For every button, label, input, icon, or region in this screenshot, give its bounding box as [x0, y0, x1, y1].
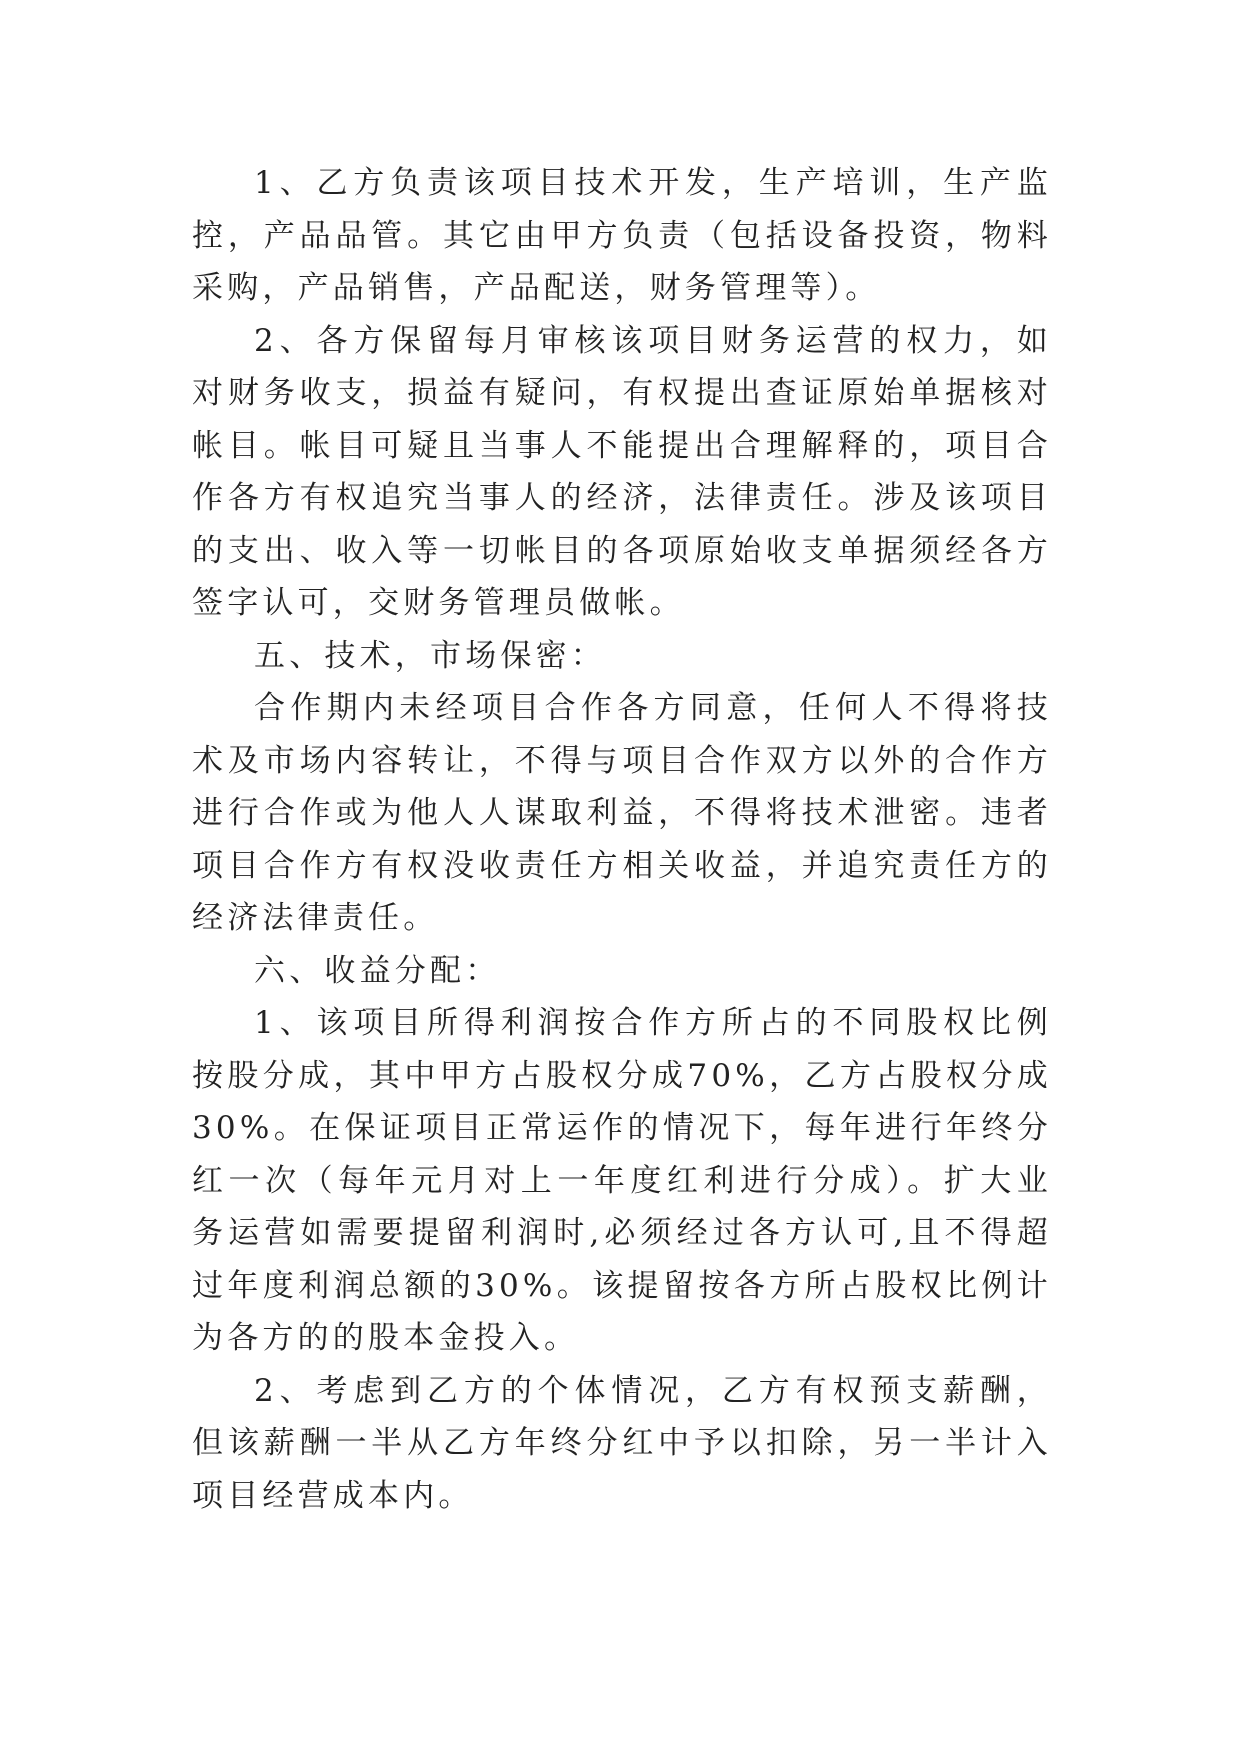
- paragraph-financial-audit: 2、各方保留每月审核该项目财务运营的权力，如对财务收支，损益有疑问，有权提出查证原始单据核对帐目。帐目可疑且当事人不能提出合理解释的，项目合作各方有权追究当事人的经济，法律责任。涉及该项目的支出、收入等一切帐目的各项原始收支单据须经各方签字认可，交财务管理员做帐。: [192, 322, 1052, 621]
- document-body: [192, 157, 1052, 1522]
- section-heading-confidentiality: 五、技术，市场保密：: [254, 637, 606, 674]
- paragraph-tech-responsibility: 1、乙方负责该项目技术开发，生产培训，生产监控，产品品管。其它由甲方负责（包括设备投资，物料采购，产品销售，产品配送，财务管理等）。: [192, 165, 1052, 306]
- paragraph-confidentiality: 合作期内未经项目合作各方同意，任何人不得将技术及市场内容转让，不得与项目合作双方以外的合作方进行合作或为他人人谋取利益，不得将技术泄密。违者项目合作方有权没收责任方相关收益，并追究责任方的经济法律责任。: [192, 690, 1052, 936]
- paragraph-profit-share: 1、该项目所得利润按合作方所占的不同股权比例按股分成，其中甲方占股权分成70%，乙方占股权分成30%。在保证项目正常运作的情况下，每年进行年终分红一次（每年元月对上一年度红利进行分成）。扩大业务运营如需要提留利润时,必须经过各方认可,且不得超过年度利润总额的30%。该提留按各方所占股权比例计为各方的的股本金投入。: [192, 1005, 1052, 1356]
- paragraph-salary-advance: 2、考虑到乙方的个体情况，乙方有权预支薪酬，但该薪酬一半从乙方年终分红中予以扣除，另一半计入项目经营成本内。: [192, 1372, 1052, 1514]
- section-heading-profit-distribution: 六、收益分配：: [254, 952, 501, 989]
